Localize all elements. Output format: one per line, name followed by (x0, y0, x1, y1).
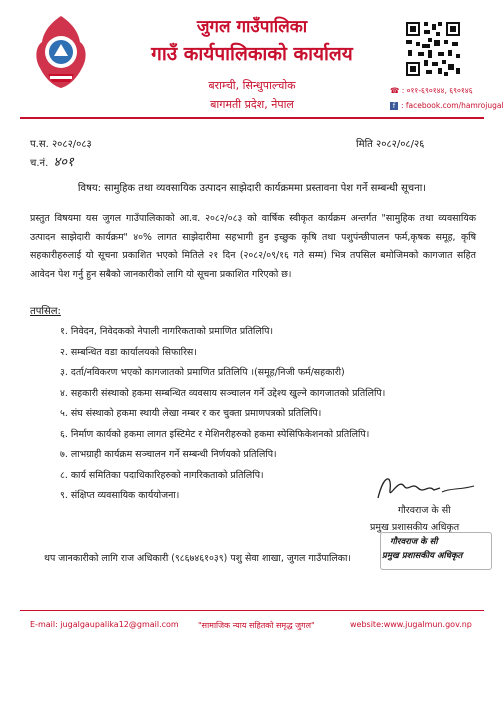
header-divider (20, 117, 484, 119)
signatory-title: प्रमुख प्रशासकीय अधिकृत (370, 522, 460, 533)
list-item: २. सम्बन्धित वडा कार्यालयको सिफारिस। (60, 346, 197, 358)
phone-number: ☎ : ०११-६९०१४४, ६९०१४६ (390, 86, 473, 95)
list-item: ८. कार्य समितिका पदाधिकारिहरुको नागरिकताको प्रतिलिपि। (60, 469, 264, 481)
list-item: ३. दर्ता/नविकरण भएको कागजातको प्रमाणित प्रतिलिपि ।(समूह/निजी फर्म/सहकारी) (60, 367, 345, 378)
handwritten-signature (370, 468, 480, 508)
reference-number: प.स. २०८२/०८३ (30, 139, 92, 150)
stamp-title: प्रमुख प्रशासकीय अधिकृत (382, 551, 463, 561)
facebook-link[interactable] (390, 101, 504, 110)
chalan-value: ४०१ (53, 155, 74, 170)
signatory-name: गौरवराज के सी (398, 505, 451, 516)
list-item: ९. संक्षिप्त व्यवसायिक कार्ययोजना। (60, 490, 180, 501)
footer-email[interactable]: E-mail: jugalgaupalika12@gmail.com (30, 620, 179, 629)
address-line-1: बराम्ची, सिन्धुपाल्चोक (208, 79, 296, 92)
list-item: ७. लाभग्राही कार्यक्रम सञ्चालन गर्ने सम्बन्धी निर्णयको प्रतिलिपि। (60, 449, 277, 460)
subject-line: विषय: सामुहिक तथा व्यवसायिक उत्पादन साझेदारी कार्यक्रममा प्रस्तावना पेश गर्ने सम्बन्धी सूचना। (77, 183, 427, 194)
contact-info-line: थप जानकारीको लागि राज अधिकारी (९८६७४६१०३९) पशु सेवा शाखा, जुगल गाउँपालिका। (44, 553, 351, 564)
facebook-icon: f (390, 102, 398, 110)
footer-website[interactable]: website:www.jugalmun.gov.np (350, 620, 472, 629)
facebook-url: : facebook.com/hamrojugal (401, 101, 504, 110)
list-item: १. निवेदन, निवेदकको नेपाली नागरिकताको प्रमाणित प्रतिलिपि। (60, 326, 274, 337)
list-item: ५. संघ संस्थाको हकमा स्थायी लेखा नम्बर र कर चुक्ता प्रमाणपत्रको प्रतिलिपि। (60, 408, 322, 419)
stamp-name: गौरवराज के सी (390, 537, 438, 547)
qr-code-icon (404, 20, 462, 78)
office-name: गाउँ कार्यपालिकाको कार्यालय (151, 43, 353, 65)
address-line-2: बागमती प्रदेश, नेपाल (210, 98, 294, 111)
tapasil-heading: तपसिल: (30, 306, 61, 317)
list-item: ४. सहकारी संस्थाको हकमा सम्बन्धित व्यवसाय सञ्चालन गर्ने उद्देश्य खुल्ने कागजातको प्रतिलिपि। (60, 387, 386, 399)
letter-date: मिति २०८२/०८/२६ (356, 139, 425, 150)
chalan-number (30, 152, 74, 170)
chalan-label: च.नं. (30, 158, 49, 169)
footer-slogan: "सामाजिक न्याय सहितको समृद्ध जुगल" (198, 621, 315, 630)
notice-body: प्रस्तुत विषयमा यस जुगल गाउँपालिकाको आ.व. २०८२/०८३ को वार्षिक स्वीकृत कार्यक्रम अन्तर्गत "सामुहिक तथा व्यवसायिक उत्पादन साझेदारी कार्यक्रम" ४०% लागत साझेदारीमा सहभागी हुन इच्छुक कृषि तथा पशुपंन्छीपालन फर्म,कृषक समूह, कृषि सहकारीहरुलाई यो सूचना प्रकाशित भएको मितिले २१ दिन (२०८२/०९/१६ गते सम्म) भित्र तपसिल बमोजिमको कागजात सहित आवेदन पेश गर्नु हुन सबैको जानकारीको लागि यो सूचना प्रकाशित गरिएको छ। (30, 213, 476, 280)
footer-divider (20, 610, 484, 611)
municipality-name: जुगल गाउँपालिका (196, 17, 308, 37)
list-item: ६. निर्माण कार्यको हकमा लागत इस्टिमेट र मेशिनरीहरुको हकमा स्पेसिफिकेशनको प्रतिलिपि। (60, 428, 370, 440)
